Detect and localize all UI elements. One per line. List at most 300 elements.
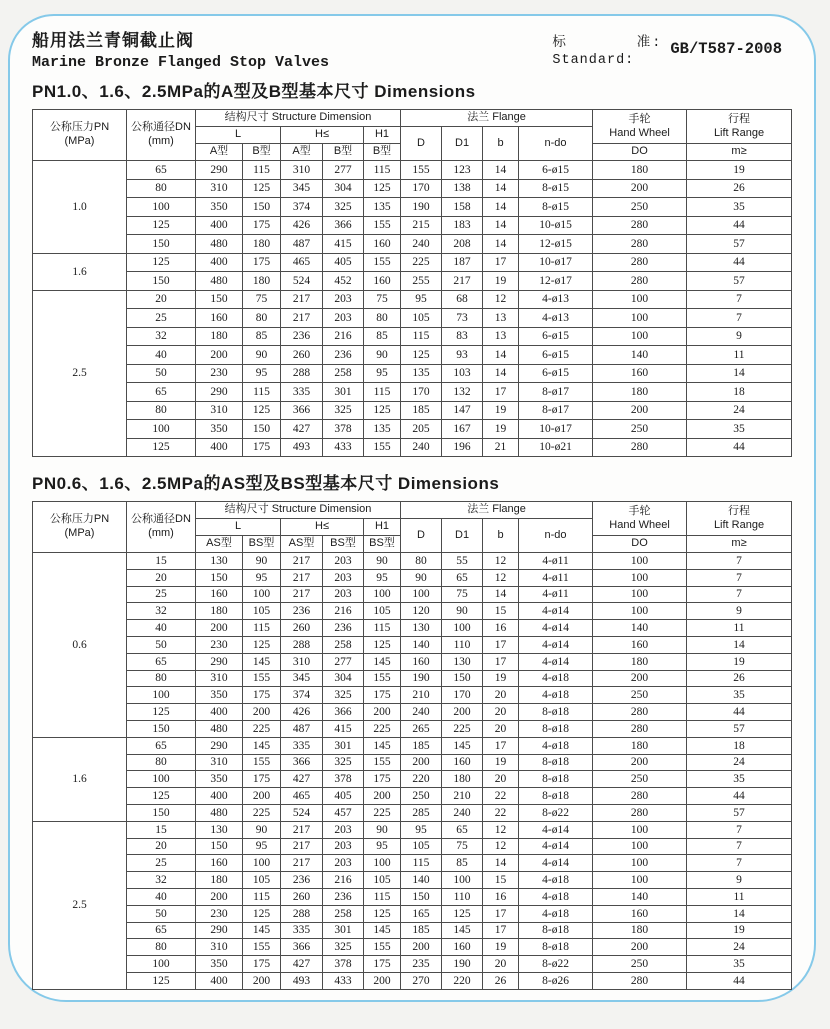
dimension-cell: 200	[401, 754, 442, 771]
dimension-cell: 180	[243, 235, 281, 254]
dimension-cell: 200	[401, 939, 442, 956]
dimension-cell: 185	[401, 922, 442, 939]
col-header-m: m≥	[687, 144, 792, 161]
pressure-group-cell: 1.6	[33, 253, 127, 290]
dimension-cell: 175	[364, 687, 401, 704]
dimension-cell: 123	[442, 161, 483, 180]
dimension-cell: 524	[281, 804, 323, 821]
dimension-cell: 100	[442, 872, 483, 889]
dimension-cell: 90	[442, 603, 483, 620]
dimension-cell: 155	[364, 438, 401, 457]
dimension-cell: 17	[483, 253, 519, 272]
dimension-cell: 465	[281, 788, 323, 805]
dimension-cell: 110	[442, 636, 483, 653]
table-header	[33, 110, 792, 161]
dimension-cell: 250	[593, 687, 687, 704]
dimension-cell: 11	[687, 620, 792, 637]
dimension-cell: 75	[364, 290, 401, 309]
dimension-cell: 7	[687, 553, 792, 570]
dimension-cell: 427	[281, 420, 323, 439]
dimension-cell: 170	[401, 179, 442, 198]
col-header-pressure: 公称压力PN (MPa)	[33, 502, 127, 553]
dimension-cell: 290	[196, 383, 243, 402]
dimension-cell: 19	[687, 922, 792, 939]
dimension-cell: 130	[196, 553, 243, 570]
dimension-cell: 105	[401, 838, 442, 855]
table-row	[33, 855, 792, 872]
dimension-cell: 405	[323, 788, 364, 805]
dimension-cell: 100	[593, 586, 687, 603]
dimension-cell: 310	[281, 653, 323, 670]
dimension-cell: 120	[401, 603, 442, 620]
dimension-cell: 14	[483, 855, 519, 872]
table-row	[33, 569, 792, 586]
dimension-cell: 4-ø13	[519, 309, 593, 328]
dimension-cell: 80	[127, 401, 196, 420]
dimension-cell: 145	[442, 922, 483, 939]
dimension-cell: 180	[593, 653, 687, 670]
dimension-cell: 20	[127, 838, 196, 855]
dimension-cell: 150	[127, 804, 196, 821]
dimension-cell: 217	[281, 855, 323, 872]
dimension-cell: 493	[281, 972, 323, 989]
dimension-cell: 290	[196, 737, 243, 754]
table-row	[33, 309, 792, 328]
dimension-cell: 44	[687, 253, 792, 272]
dimension-cell: 80	[127, 939, 196, 956]
dimension-cell: 175	[243, 438, 281, 457]
dimension-cell: 80	[243, 309, 281, 328]
dimension-cell: 350	[196, 198, 243, 217]
dimension-cell: 100	[127, 956, 196, 973]
pressure-group-cell: 2.5	[33, 821, 127, 989]
dimension-cell: 100	[593, 603, 687, 620]
dimension-cell: 180	[196, 603, 243, 620]
col-header-pressure: 公称压力PN (MPa)	[33, 110, 127, 161]
dimension-cell: 8-ø18	[519, 939, 593, 956]
dimension-cell: 11	[687, 346, 792, 365]
dimension-cell: 480	[196, 235, 243, 254]
table-row	[33, 720, 792, 737]
dimension-cell: 236	[323, 620, 364, 637]
table-body	[33, 161, 792, 457]
dimension-cell: 160	[442, 754, 483, 771]
col-header-D: D	[401, 127, 442, 161]
col-header-flange: 法兰 Flange	[401, 110, 593, 127]
dimension-cell: 374	[281, 687, 323, 704]
dimension-cell: 325	[323, 754, 364, 771]
dimension-cell: 80	[401, 553, 442, 570]
dimension-cell: 44	[687, 216, 792, 235]
dimension-cell: 225	[364, 720, 401, 737]
dimension-cell: 140	[401, 636, 442, 653]
dimension-cell: 230	[196, 636, 243, 653]
dimension-cell: 345	[281, 670, 323, 687]
dimension-cell: 310	[196, 179, 243, 198]
dimension-cell: 132	[442, 383, 483, 402]
dimension-cell: 150	[401, 888, 442, 905]
dimension-cell: 65	[442, 569, 483, 586]
col-header-structure: 结构尺寸 Structure Dimension	[196, 502, 401, 519]
dimension-cell: 217	[281, 569, 323, 586]
dimension-cell: 457	[323, 804, 364, 821]
dimension-cell: 160	[196, 309, 243, 328]
dimension-cell: 80	[127, 670, 196, 687]
dimension-cell: 175	[243, 956, 281, 973]
dimension-cell: 7	[687, 821, 792, 838]
col-header-L: L	[196, 127, 281, 144]
dimension-cell: 350	[196, 956, 243, 973]
col-header-H1: H1	[364, 519, 401, 536]
dimension-cell: 225	[364, 804, 401, 821]
col-header-m: m≥	[687, 536, 792, 553]
dimension-cell: 14	[687, 905, 792, 922]
table-row	[33, 670, 792, 687]
dimension-cell: 175	[364, 956, 401, 973]
document-sheet	[8, 14, 816, 1002]
dimension-cell: 140	[593, 888, 687, 905]
dimension-cell: 310	[196, 401, 243, 420]
dimension-cell: 180	[593, 737, 687, 754]
dimension-cell: 4-ø18	[519, 872, 593, 889]
dimension-cell: 6-ø15	[519, 364, 593, 383]
dimension-cell: 44	[687, 704, 792, 721]
dimension-cell: 75	[442, 586, 483, 603]
dimension-cell: 170	[442, 687, 483, 704]
dimension-cell: 138	[442, 179, 483, 198]
dimension-cell: 105	[243, 603, 281, 620]
col-header-b: b	[483, 127, 519, 161]
dimension-cell: 145	[364, 737, 401, 754]
dimension-cell: 125	[442, 905, 483, 922]
table-row	[33, 872, 792, 889]
dimension-cell: 216	[323, 603, 364, 620]
dimension-cell: 17	[483, 636, 519, 653]
col-header-d0: DO	[593, 536, 687, 553]
dimension-cell: 185	[401, 737, 442, 754]
dimension-cell: 65	[127, 922, 196, 939]
dimension-cell: 55	[442, 553, 483, 570]
dimension-cell: 335	[281, 737, 323, 754]
dimension-cell: 115	[243, 383, 281, 402]
dimension-cell: 65	[442, 821, 483, 838]
dimension-cell: 115	[243, 161, 281, 180]
dimension-cell: 426	[281, 216, 323, 235]
dimension-cell: 175	[243, 253, 281, 272]
dimension-cell: 167	[442, 420, 483, 439]
dimension-cell: 217	[281, 553, 323, 570]
table-row	[33, 771, 792, 788]
dimension-cell: 325	[323, 939, 364, 956]
dimension-cell: 400	[196, 972, 243, 989]
dimension-cell: 8-ø18	[519, 771, 593, 788]
dimension-cell: 366	[281, 401, 323, 420]
col-header-D1: D1	[442, 127, 483, 161]
col-header-n-do: n-do	[519, 127, 593, 161]
col-header-H: H≤	[281, 127, 364, 144]
dimension-cell: 115	[364, 383, 401, 402]
dimension-cell: 7	[687, 309, 792, 328]
dimension-cell: 203	[323, 553, 364, 570]
dimension-cell: 7	[687, 838, 792, 855]
dimension-cell: 415	[323, 720, 364, 737]
dimension-cell: 200	[243, 972, 281, 989]
dimension-cell: 426	[281, 704, 323, 721]
dimension-cell: 277	[323, 653, 364, 670]
pressure-group-cell: 1.6	[33, 737, 127, 821]
dimension-cell: 288	[281, 636, 323, 653]
dimensions-table-ab	[32, 109, 792, 457]
dimension-cell: 7	[687, 586, 792, 603]
dimension-cell: 310	[196, 939, 243, 956]
dimension-cell: 19	[687, 161, 792, 180]
dimension-cell: 8-ø18	[519, 704, 593, 721]
dimension-cell: 255	[401, 272, 442, 291]
dimension-cell: 100	[243, 855, 281, 872]
col-header-handwheel: 手轮 Hand Wheel	[593, 502, 687, 536]
dimension-cell: 12	[483, 569, 519, 586]
dimension-cell: 73	[442, 309, 483, 328]
table-row	[33, 905, 792, 922]
dimension-cell: 115	[243, 620, 281, 637]
dimension-cell: 24	[687, 939, 792, 956]
dimension-cell: 280	[593, 972, 687, 989]
dimension-cell: 366	[281, 754, 323, 771]
dimension-cell: 4-ø18	[519, 905, 593, 922]
dimension-cell: 250	[593, 198, 687, 217]
dimension-cell: 8-ø22	[519, 804, 593, 821]
table-row	[33, 687, 792, 704]
dimension-cell: 155	[243, 754, 281, 771]
col-header-type: BS型	[323, 536, 364, 553]
dimension-cell: 4-ø11	[519, 553, 593, 570]
dimension-cell: 10-ø17	[519, 253, 593, 272]
dimension-cell: 7	[687, 290, 792, 309]
dimension-cell: 280	[593, 438, 687, 457]
dimension-cell: 217	[281, 586, 323, 603]
dimension-cell: 19	[483, 401, 519, 420]
dimension-cell: 4-ø11	[519, 586, 593, 603]
dimension-cell: 155	[364, 670, 401, 687]
dimension-cell: 8-ø15	[519, 179, 593, 198]
dimension-cell: 90	[401, 569, 442, 586]
dimension-cell: 175	[364, 771, 401, 788]
dimension-cell: 65	[127, 653, 196, 670]
dimension-cell: 325	[323, 687, 364, 704]
dimension-cell: 145	[442, 737, 483, 754]
col-header-lift-range: 行程 Lift Range	[687, 110, 792, 144]
dimension-cell: 400	[196, 788, 243, 805]
dimension-cell: 125	[127, 704, 196, 721]
dimension-cell: 415	[323, 235, 364, 254]
dimension-cell: 465	[281, 253, 323, 272]
dimension-cell: 155	[364, 754, 401, 771]
dimension-cell: 452	[323, 272, 364, 291]
dimension-cell: 203	[323, 309, 364, 328]
dimension-cell: 350	[196, 771, 243, 788]
table2-caption: PN0.6、1.6、2.5MPa的AS型及BS型基本尺寸 Dimensions	[32, 474, 500, 493]
table-row	[33, 235, 792, 254]
dimension-cell: 288	[281, 364, 323, 383]
dimension-cell: 260	[281, 620, 323, 637]
dimension-cell: 20	[127, 290, 196, 309]
table-row	[33, 553, 792, 570]
dimension-cell: 50	[127, 636, 196, 653]
col-header-H1: H1	[364, 127, 401, 144]
dimension-cell: 427	[281, 956, 323, 973]
dimension-cell: 100	[593, 569, 687, 586]
dimension-cell: 250	[593, 420, 687, 439]
table-row	[33, 161, 792, 180]
dimension-cell: 378	[323, 420, 364, 439]
dimension-cell: 32	[127, 327, 196, 346]
dimension-cell: 95	[401, 290, 442, 309]
dimension-cell: 487	[281, 235, 323, 254]
dimension-cell: 203	[323, 821, 364, 838]
dimension-cell: 260	[281, 888, 323, 905]
dimension-cell: 25	[127, 309, 196, 328]
dimension-cell: 125	[127, 253, 196, 272]
dimension-cell: 26	[483, 972, 519, 989]
dimension-cell: 95	[364, 364, 401, 383]
dimension-cell: 200	[442, 704, 483, 721]
dimension-cell: 325	[323, 401, 364, 420]
dimension-cell: 100	[593, 855, 687, 872]
dimension-cell: 236	[323, 888, 364, 905]
table-body	[33, 553, 792, 990]
dimension-cell: 280	[593, 704, 687, 721]
dimension-cell: 4-ø14	[519, 653, 593, 670]
dimension-cell: 16	[483, 888, 519, 905]
dimension-cell: 125	[127, 972, 196, 989]
dimension-cell: 150	[196, 290, 243, 309]
dimension-cell: 147	[442, 401, 483, 420]
dimension-cell: 44	[687, 788, 792, 805]
dimension-cell: 65	[127, 737, 196, 754]
table-row	[33, 216, 792, 235]
dimension-cell: 4-ø18	[519, 888, 593, 905]
dimension-cell: 125	[401, 346, 442, 365]
dimension-cell: 150	[127, 235, 196, 254]
dimension-cell: 130	[401, 620, 442, 637]
dimension-cell: 85	[364, 327, 401, 346]
table-row	[33, 704, 792, 721]
table-row	[33, 272, 792, 291]
dimension-cell: 6-ø15	[519, 161, 593, 180]
dimension-cell: 15	[127, 821, 196, 838]
dimension-cell: 240	[401, 438, 442, 457]
dimension-cell: 75	[442, 838, 483, 855]
dimension-cell: 160	[401, 653, 442, 670]
col-header-type: AS型	[281, 536, 323, 553]
dimension-cell: 208	[442, 235, 483, 254]
dimension-cell: 93	[442, 346, 483, 365]
dimension-cell: 100	[593, 327, 687, 346]
dimension-cell: 15	[127, 553, 196, 570]
dimension-cell: 378	[323, 956, 364, 973]
col-header-type: AS型	[196, 536, 243, 553]
dimension-cell: 85	[243, 327, 281, 346]
dimension-cell: 15	[483, 872, 519, 889]
dimension-cell: 170	[401, 383, 442, 402]
dimension-cell: 350	[196, 420, 243, 439]
dimension-cell: 103	[442, 364, 483, 383]
table-row	[33, 888, 792, 905]
dimension-cell: 44	[687, 972, 792, 989]
table-row	[33, 253, 792, 272]
dimension-cell: 400	[196, 438, 243, 457]
dimension-cell: 80	[127, 754, 196, 771]
dimension-cell: 325	[323, 198, 364, 217]
dimension-cell: 40	[127, 620, 196, 637]
dimension-cell: 236	[281, 872, 323, 889]
dimension-cell: 155	[364, 253, 401, 272]
dimension-cell: 265	[401, 720, 442, 737]
document-title-english: Marine Bronze Flanged Stop Valves	[32, 54, 330, 71]
dimension-cell: 12	[483, 290, 519, 309]
dimension-cell: 180	[442, 771, 483, 788]
dimension-cell: 50	[127, 364, 196, 383]
pressure-group-cell: 1.0	[33, 161, 127, 254]
dimension-cell: 90	[364, 553, 401, 570]
dimension-cell: 203	[323, 838, 364, 855]
col-header-d0: DO	[593, 144, 687, 161]
document-header	[32, 24, 792, 71]
dimension-cell: 135	[364, 198, 401, 217]
dimension-cell: 310	[196, 754, 243, 771]
dimension-cell: 427	[281, 771, 323, 788]
dimension-cell: 14	[483, 346, 519, 365]
dimension-cell: 187	[442, 253, 483, 272]
dimension-cell: 236	[323, 346, 364, 365]
dimension-cell: 8-ø18	[519, 720, 593, 737]
dimension-cell: 4-ø14	[519, 855, 593, 872]
table-row	[33, 804, 792, 821]
table-row	[33, 939, 792, 956]
table-row	[33, 737, 792, 754]
dimension-cell: 17	[483, 383, 519, 402]
table-row	[33, 956, 792, 973]
dimension-cell: 35	[687, 420, 792, 439]
dimension-cell: 200	[243, 788, 281, 805]
dimension-cell: 200	[593, 179, 687, 198]
dimension-cell: 105	[243, 872, 281, 889]
dimension-cell: 210	[401, 687, 442, 704]
dimension-cell: 100	[243, 586, 281, 603]
dimension-cell: 90	[364, 821, 401, 838]
col-header-type: B型	[243, 144, 281, 161]
dimension-cell: 155	[243, 939, 281, 956]
dimension-cell: 250	[593, 771, 687, 788]
dimension-cell: 95	[243, 838, 281, 855]
dimension-cell: 301	[323, 383, 364, 402]
dimension-cell: 4-ø18	[519, 687, 593, 704]
dimension-cell: 160	[364, 272, 401, 291]
dimension-cell: 100	[127, 687, 196, 704]
dimension-cell: 135	[401, 364, 442, 383]
dimension-cell: 125	[243, 636, 281, 653]
dimension-cell: 217	[281, 290, 323, 309]
dimension-cell: 374	[281, 198, 323, 217]
dimension-cell: 8-ø18	[519, 788, 593, 805]
dimension-cell: 90	[364, 346, 401, 365]
dimension-cell: 400	[196, 253, 243, 272]
col-header-type: A型	[281, 144, 323, 161]
dimension-cell: 225	[401, 253, 442, 272]
dimension-cell: 220	[442, 972, 483, 989]
dimension-cell: 18	[687, 737, 792, 754]
table-row	[33, 364, 792, 383]
